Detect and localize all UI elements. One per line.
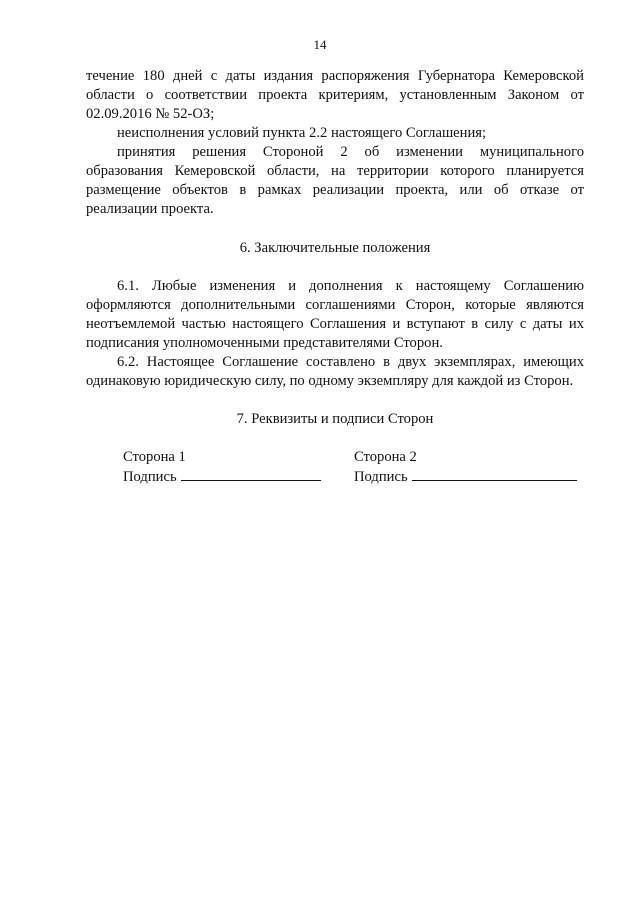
document-body [86, 67, 584, 488]
party-1-signature-rule [181, 467, 321, 481]
page-number: 14 [313, 37, 327, 52]
party-1-signature [123, 448, 321, 487]
party-2-name: Сторона 2 [354, 449, 417, 465]
party-2-signature [354, 448, 577, 487]
clause-6-2: 6.2. Настоящее Соглашение составлено в двух экземплярах, имеющих одинаковую юридическую силу, по одному экземпляру для каждой из Сторон. [86, 354, 584, 389]
party-2-signature-rule [412, 467, 577, 481]
clause-6-1: 6.1. Любые изменения и дополнения к настоящему Соглашению оформляются дополнительными соглашениями Сторон, которые являются неотъемлемой частью настоящего Соглашения и вступают в силу с даты их подписания уполномоченными представителями Сторон. [86, 278, 584, 351]
party-1-signature-label: Подпись [123, 469, 177, 485]
section-6-title: 6. Заключительные положения [239, 240, 431, 256]
party-1-signature-line [123, 467, 321, 487]
paragraph-continuation: течение 180 дней с даты издания распоряжения Губернатора Кемеровской области о соответствии проекта критериям, установленным Законом от 02.09.2016 № 52-ОЗ; [86, 68, 584, 122]
paragraph-decision-party-2: принятия решения Стороной 2 об изменении муниципального образования Кемеровской области, на территории которого планируется размещение объектов в рамках реализации проекта, или об отказе от реализации проекта. [86, 144, 584, 217]
party-1-name: Сторона 1 [123, 449, 186, 465]
party-2-signature-label: Подпись [354, 469, 408, 485]
section-7-title: 7. Реквизиты и подписи Сторон [236, 411, 434, 427]
paragraph-condition-2-2: неисполнения условий пункта 2.2 настоящего Соглашения; [117, 125, 487, 141]
party-2-signature-line [354, 467, 577, 487]
signature-block [86, 448, 584, 488]
